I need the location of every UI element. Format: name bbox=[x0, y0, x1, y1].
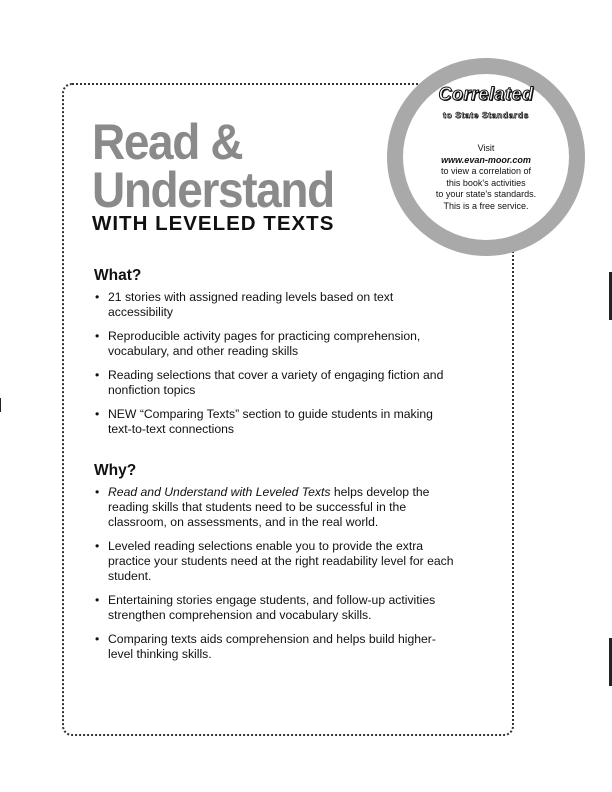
what-item-1: • 21 stories with assigned reading levels based on text accessibility bbox=[94, 290, 454, 320]
seal-url: www.evan-moor.com bbox=[441, 154, 531, 165]
what-item-3: • Reading selections that cover a variety of engaging fiction and nonfiction topics bbox=[94, 368, 454, 398]
crop-mark-left bbox=[0, 398, 1, 412]
why-item-4: • Comparing texts aids comprehension and helps build higher-level thinking skills. bbox=[94, 632, 454, 662]
seal-title: Correlated bbox=[438, 84, 534, 104]
what-item-4: • NEW “Comparing Texts” section to guide students in making text-to-text connections bbox=[94, 407, 454, 437]
seal-subtitle: to State Standards bbox=[443, 110, 529, 120]
why-list bbox=[94, 485, 454, 671]
what-list bbox=[94, 290, 454, 446]
why-item-3: • Entertaining stories engage students, and follow-up activities strengthen comprehension and vocabulary skills. bbox=[94, 593, 454, 623]
what-item-2: • Reproducible activity pages for practicing comprehension, vocabulary, and other reading skills bbox=[94, 329, 454, 359]
why-item-2: • Leveled reading selections enable you to provide the extra practice your students need at the right readability level for each student. bbox=[94, 539, 454, 584]
seal-line-visit: Visit bbox=[477, 143, 495, 153]
title-subtitle: WITH LEVELED TEXTS bbox=[92, 212, 335, 235]
why-item-1 bbox=[94, 485, 454, 530]
what-heading: What? bbox=[94, 267, 142, 284]
seal-line-6: This is a free service. bbox=[443, 200, 529, 211]
why-item-1-book-title: Read and Understand with Leveled Texts bbox=[108, 485, 331, 499]
seal-line-3: to view a correlation of bbox=[440, 166, 532, 177]
why-item-1-text: helps develop the reading skills that students need to be successful in the classroom, on assessments, and in the real world. bbox=[108, 485, 430, 529]
title-line-2: Understand bbox=[92, 162, 334, 218]
seal-inner bbox=[403, 74, 569, 240]
seal-line-5: to your state's standards. bbox=[435, 189, 537, 200]
why-heading: Why? bbox=[94, 462, 137, 479]
seal-body bbox=[403, 143, 569, 213]
seal-line-4: this book's activities bbox=[446, 177, 526, 188]
correlated-seal bbox=[387, 58, 585, 256]
title-line-1: Read & bbox=[92, 114, 243, 170]
